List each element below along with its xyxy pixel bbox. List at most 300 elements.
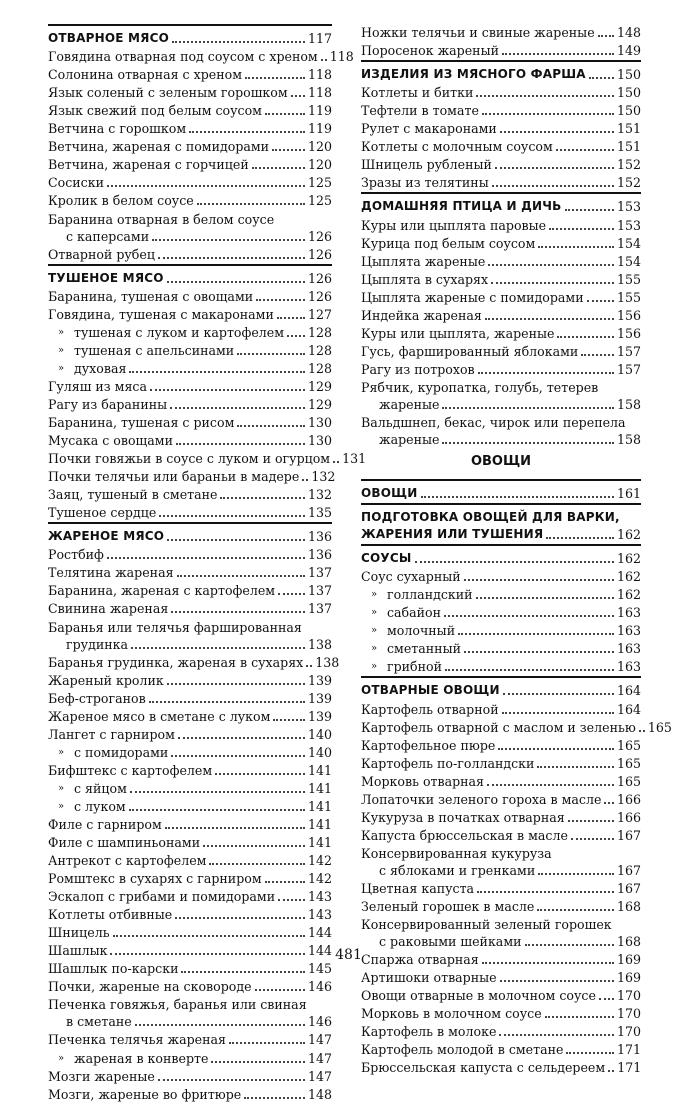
toc-entry	[361, 479, 641, 500]
toc-entry-text: сметанный	[387, 641, 461, 657]
toc-entry-text: Кролик в белом соусе	[48, 193, 194, 209]
toc-entry-text: Антрекот с картофелем	[48, 853, 207, 869]
toc-entry	[48, 885, 332, 903]
toc-heading-text: ТУШЕНОЕ МЯСО	[48, 270, 164, 285]
dot-leader	[167, 281, 305, 283]
dot-leader	[273, 719, 305, 721]
ditto-mark: »	[370, 589, 378, 601]
toc-page-number: 130	[307, 433, 332, 449]
dot-leader	[171, 611, 305, 613]
toc-page-number: 165	[616, 755, 641, 771]
toc-entry	[361, 913, 641, 931]
toc-entry	[48, 522, 332, 543]
ditto-mark: »	[370, 607, 378, 619]
toc-entry	[48, 135, 332, 153]
toc-entry-text: Рагу из баранины	[48, 396, 168, 412]
dot-leader	[177, 575, 305, 577]
toc-page-number: 162	[616, 551, 641, 567]
dot-leader	[476, 95, 614, 97]
toc-entry-text: голландский	[387, 587, 473, 603]
toc-page-number: 128	[307, 324, 332, 340]
toc-page-number: 126	[307, 270, 332, 286]
toc-entry-text: Поросенок жареный	[361, 43, 499, 59]
toc-page-number: 153	[616, 217, 641, 233]
toc-entry	[48, 669, 332, 687]
toc-entry	[361, 358, 641, 376]
toc-entry	[48, 375, 332, 393]
toc-entry-text: Баранина отварная в белом соусе	[48, 211, 275, 227]
dot-leader	[215, 773, 305, 775]
toc-entry-text: Куры или цыплята, жареные	[361, 325, 555, 341]
toc-page-number: 154	[616, 235, 641, 251]
toc-page-number: 146	[307, 979, 332, 995]
toc-entry	[48, 243, 332, 261]
toc-entry	[48, 447, 367, 467]
toc-entry	[361, 655, 641, 673]
dot-leader	[181, 971, 304, 973]
toc-entry-text: жареные	[379, 396, 440, 412]
ditto-mark: »	[57, 782, 65, 794]
toc-entry	[361, 716, 672, 735]
toc-entry	[361, 411, 641, 429]
toc-heading-text: ИЗДЕЛИЯ ИЗ МЯСНОГО ФАРША	[361, 67, 586, 82]
toc-page-number: 163	[616, 623, 641, 639]
toc-entry	[48, 849, 332, 867]
dot-leader	[487, 784, 614, 786]
toc-page-number: 144	[307, 943, 332, 959]
toc-entry-text: Шашлык	[48, 943, 108, 959]
toc-entry-text: с яблоками и гренками	[379, 862, 536, 878]
dot-leader	[502, 53, 614, 55]
toc-entry	[361, 544, 641, 565]
toc-entry	[48, 579, 332, 597]
toc-entry	[361, 734, 641, 752]
dot-leader	[482, 113, 614, 115]
toc-page-number: 169	[616, 952, 641, 968]
toc-entry	[361, 966, 641, 984]
dot-leader	[499, 1034, 614, 1036]
toc-entry-text: Спаржа отварная	[361, 952, 479, 968]
dot-leader	[556, 149, 614, 151]
toc-page-number: 126	[307, 288, 332, 304]
toc-page-number: 141	[307, 835, 332, 851]
toc-page-number: 146	[307, 1014, 332, 1030]
toc-entry	[361, 697, 641, 715]
toc-entry-text: Ромштекс в сухарях с гарниром	[48, 871, 262, 887]
toc-entry-text: грудинка	[66, 636, 128, 652]
toc-entry	[48, 81, 332, 99]
toc-page-number: 150	[616, 85, 641, 101]
toc-page-number: 166	[616, 809, 641, 825]
toc-heading-text: ОТВАРНЫЕ ОВОЩИ	[361, 683, 500, 698]
toc-page-number: 165	[616, 773, 641, 789]
toc-page-number: 171	[616, 1042, 641, 1058]
dot-leader	[170, 407, 305, 409]
toc-entry	[361, 340, 641, 358]
toc-entry-text: Цветная капуста	[361, 880, 475, 896]
toc-entry	[361, 213, 641, 231]
dot-leader	[557, 336, 613, 338]
toc-entry-text: Лангет с гарниром	[48, 726, 175, 742]
dot-leader	[495, 167, 614, 169]
section-title: ОВОЩИ	[470, 453, 532, 469]
toc-entry-text: Шашлык по-карски	[48, 961, 179, 977]
toc-entry	[361, 770, 641, 788]
toc-entry	[361, 171, 641, 189]
dot-leader	[107, 557, 305, 559]
toc-entry	[361, 895, 641, 913]
toc-entry	[48, 1065, 332, 1083]
toc-entry	[361, 286, 641, 304]
toc-entry	[361, 877, 641, 895]
toc-page-number: 131	[342, 451, 367, 467]
dot-leader	[129, 809, 305, 811]
toc-entry-text: Язык свежий под белым соусом	[48, 103, 262, 119]
toc-entry	[48, 615, 332, 633]
toc-page-number: 126	[307, 228, 332, 244]
toc-page-number: 171	[617, 1060, 642, 1076]
toc-page-number: 157	[616, 361, 641, 377]
toc-entry-text: Котлеты и битки	[361, 85, 474, 101]
toc-entry-text: Жареный кролик	[48, 672, 164, 688]
dot-leader	[538, 246, 614, 248]
dot-leader	[220, 497, 304, 499]
toc-entry	[361, 81, 641, 99]
toc-entry	[48, 741, 332, 759]
dot-leader	[604, 802, 614, 804]
dot-leader	[608, 1070, 614, 1072]
toc-entry-text: Ветчина, жареная с горчицей	[48, 157, 249, 173]
toc-page-number: 156	[616, 325, 641, 341]
dot-leader	[252, 167, 305, 169]
toc-entry-text: Беф-строганов	[48, 690, 146, 706]
toc-entry	[48, 207, 332, 225]
toc-entry-text: Цыплята жареные с помидорами	[361, 289, 584, 305]
dot-leader	[306, 665, 312, 667]
toc-entry-text: Печенка телячья жареная	[48, 1032, 226, 1048]
toc-entry	[361, 503, 641, 524]
ditto-mark: »	[370, 625, 378, 637]
toc-entry-text: Консервированная кукуруза	[361, 845, 552, 861]
toc-entry-text: Зразы из телятины	[361, 175, 489, 191]
toc-entry-text: Куры или цыплята паровые	[361, 217, 547, 233]
toc-entry-text: Мозги, жареные во фритюре	[48, 1086, 242, 1102]
ditto-mark: »	[370, 643, 378, 655]
toc-page-number: 167	[616, 880, 641, 896]
toc-entry-text: с помидорами	[74, 744, 169, 760]
toc-entry-text: Капуста брюссельская в масле	[361, 827, 568, 843]
toc-heading-text: СОУСЫ	[361, 551, 412, 566]
ditto-mark: »	[57, 326, 65, 338]
toc-page-number: 141	[307, 780, 332, 796]
toc-page-number: 144	[307, 925, 332, 941]
toc-entry	[48, 24, 332, 45]
toc-page-number: 119	[307, 103, 332, 119]
toc-entry	[361, 39, 641, 57]
toc-entry	[361, 376, 641, 394]
toc-entry	[48, 264, 332, 285]
dot-leader	[172, 41, 305, 43]
toc-entry	[361, 304, 641, 322]
toc-page-number: 143	[307, 907, 332, 923]
toc-entry	[48, 45, 354, 65]
dot-leader	[464, 579, 614, 581]
dot-leader	[150, 389, 305, 391]
toc-entry	[48, 903, 332, 921]
toc-page-number: 148	[616, 25, 641, 41]
toc-entry	[48, 634, 332, 651]
toc-page-number: 170	[616, 1006, 641, 1022]
toc-entry-text: Отварной рубец	[48, 246, 155, 262]
dot-leader	[477, 891, 614, 893]
toc-page-number: 156	[616, 307, 641, 323]
dot-leader	[229, 1042, 305, 1044]
toc-entry	[48, 99, 332, 117]
toc-entry-text: Баранья или телячья фаршированная	[48, 619, 302, 635]
dot-leader	[165, 827, 305, 829]
dot-leader	[488, 264, 614, 266]
toc-page-number: 137	[307, 601, 332, 617]
ditto-mark: »	[57, 362, 65, 374]
toc-entry-text: Баранья грудинка, жареная в сухарях	[48, 654, 304, 670]
dot-leader	[491, 282, 614, 284]
dot-leader	[302, 479, 308, 481]
toc-page-number: 141	[307, 816, 332, 832]
toc-entry-text: Картофель в молоке	[361, 1024, 497, 1040]
toc-page-number: 120	[307, 157, 332, 173]
toc-entry	[48, 189, 332, 207]
toc-page-number: 152	[616, 175, 641, 191]
dot-leader	[175, 917, 305, 919]
toc-entry-text: с раковыми шейками	[379, 934, 522, 950]
dot-leader	[442, 407, 613, 409]
toc-page-number: 163	[616, 659, 641, 675]
toc-entry	[48, 813, 332, 831]
toc-entry	[48, 705, 332, 723]
dot-leader	[502, 712, 614, 714]
toc-page-number: 142	[307, 871, 332, 887]
dot-leader	[444, 615, 614, 617]
toc-entry	[361, 1056, 641, 1074]
toc-entry	[361, 676, 641, 697]
toc-page-number: 169	[616, 970, 641, 986]
toc-page-number: 119	[307, 121, 332, 137]
dot-leader	[464, 651, 614, 653]
toc-entry-text: Рябчик, куропатка, голубь, тетерев	[361, 379, 599, 395]
toc-page-number: 166	[616, 791, 641, 807]
toc-page-number: 158	[616, 396, 641, 412]
toc-page-number: 167	[616, 862, 641, 878]
dot-leader	[135, 1024, 305, 1026]
toc-page-number: 141	[307, 798, 332, 814]
dot-leader	[237, 353, 305, 355]
toc-entry	[48, 465, 336, 485]
toc-entry	[48, 975, 332, 993]
toc-page-number: 138	[315, 654, 340, 670]
page-number: 481	[335, 947, 362, 963]
toc-entry	[48, 795, 332, 813]
dot-leader	[589, 77, 614, 79]
toc-entry-text: Жареное мясо в сметане с луком	[48, 708, 271, 724]
toc-entry-text: Мозги жареные	[48, 1068, 155, 1084]
toc-entry	[48, 117, 332, 135]
toc-page-number: 168	[616, 898, 641, 914]
toc-entry-text: Филе с шампиньонами	[48, 835, 201, 851]
toc-entry-text: Консервированный зеленый горошек	[361, 917, 612, 933]
toc-entry-text: Солонина отварная с хреном	[48, 67, 242, 83]
dot-leader	[178, 737, 305, 739]
toc-heading-text: ПОДГОТОВКА ОВОЩЕЙ ДЛЯ ВАРКИ,	[361, 510, 620, 525]
toc-entry	[48, 153, 332, 171]
dot-leader	[159, 515, 305, 517]
toc-page-number: 137	[307, 565, 332, 581]
toc-entry-text: тушеная с луком и картофелем	[74, 324, 285, 340]
toc-entry-text: Рулет с макаронами	[361, 121, 497, 137]
dot-leader	[265, 881, 305, 883]
toc-entry	[48, 759, 332, 777]
dot-leader	[113, 935, 305, 937]
toc-entry-text: Свинина жареная	[48, 601, 169, 617]
toc-entry-text: Почки, жареные на сковороде	[48, 979, 252, 995]
dot-leader	[476, 597, 614, 599]
toc-entry-text: Мусака с овощами	[48, 433, 173, 449]
toc-entry	[48, 171, 332, 189]
toc-entry-text: Телятина жареная	[48, 565, 174, 581]
toc-page-number: 139	[307, 690, 332, 706]
toc-page-number: 126	[307, 246, 332, 262]
toc-entry	[361, 565, 641, 583]
toc-entry-text: с яйцом	[74, 780, 127, 796]
toc-entry	[48, 993, 332, 1011]
ditto-mark: »	[57, 800, 65, 812]
toc-entry	[48, 429, 332, 447]
toc-entry	[48, 1011, 332, 1028]
toc-entry	[361, 583, 641, 601]
toc-entry-text: грибной	[387, 659, 443, 675]
dot-leader	[167, 683, 305, 685]
dot-leader	[498, 748, 614, 750]
dot-leader	[500, 131, 614, 133]
toc-entry-text: духовая	[74, 360, 127, 376]
toc-page-number: 120	[307, 139, 332, 155]
dot-leader	[503, 693, 614, 695]
toc-page-number: 155	[616, 289, 641, 305]
toc-entry-text: Морковь отварная	[361, 773, 484, 789]
dot-leader	[568, 820, 614, 822]
toc-page-number: 118	[329, 49, 354, 65]
toc-page-number: 142	[307, 853, 332, 869]
dot-leader	[211, 1061, 305, 1063]
toc-page-number: 151	[616, 121, 641, 137]
dot-leader	[537, 909, 614, 911]
toc-page-number: 162	[616, 569, 641, 585]
toc-entry-text: Сосиски	[48, 175, 104, 191]
toc-entry-text: Говядина, тушеная с макаронами	[48, 306, 274, 322]
dot-leader	[500, 980, 614, 982]
toc-entry-text: Морковь в молочном соусе	[361, 1006, 542, 1022]
toc-entry	[361, 524, 641, 541]
toc-entry-text: Котлеты с молочным соусом	[361, 139, 553, 155]
toc-page-number: 151	[616, 139, 641, 155]
dot-leader	[549, 228, 614, 230]
toc-entry-text: сабайон	[387, 605, 442, 621]
toc-entry-text: Индейка жареная	[361, 307, 482, 323]
dot-leader	[581, 354, 614, 356]
toc-page-number: 164	[616, 701, 641, 717]
toc-entry-text: Брюссельская капуста с сельдереем	[361, 1060, 606, 1076]
toc-entry-text: Котлеты отбивные	[48, 907, 173, 923]
toc-page-number: 155	[616, 271, 641, 287]
toc-page-number: 163	[616, 605, 641, 621]
toc-entry-text: Тушеное сердце	[48, 505, 157, 521]
toc-entry	[361, 752, 641, 770]
toc-page-number: 147	[307, 1032, 332, 1048]
toc-entry	[361, 637, 641, 655]
toc-page-number: 138	[307, 636, 332, 652]
toc-entry	[48, 285, 332, 303]
dot-leader	[237, 425, 305, 427]
toc-entry-text: Вальдшнеп, бекас, чирок или перепела	[361, 414, 626, 430]
dot-leader	[525, 944, 614, 946]
toc-entry	[361, 135, 641, 153]
toc-entry-text: Овощи отварные в молочном соусе	[361, 988, 596, 1004]
toc-entry	[361, 806, 641, 824]
toc-page-number: 140	[307, 726, 332, 742]
toc-page-number: 150	[616, 103, 641, 119]
toc-entry	[361, 60, 641, 81]
toc-entry	[48, 543, 332, 561]
toc-entry-text: Язык соленый с зеленым горошком	[48, 85, 288, 101]
toc-page-number: 170	[616, 1024, 641, 1040]
dot-leader	[415, 561, 614, 563]
toc-page-number: 149	[616, 43, 641, 59]
ditto-mark: »	[370, 661, 378, 673]
toc-page-number: 117	[307, 31, 332, 47]
toc-page-number: 158	[616, 431, 641, 447]
toc-page-number: 132	[311, 469, 336, 485]
toc-entry-text: Ножки телячьи и свиные жареные	[361, 25, 595, 41]
toc-page-number: 129	[307, 378, 332, 394]
dot-leader	[203, 845, 305, 847]
dot-leader	[265, 113, 305, 115]
toc-entry-text: Соус сухарный	[361, 569, 461, 585]
toc-entry	[48, 411, 332, 429]
dot-leader	[291, 95, 305, 97]
toc-entry-text: Заяц, тушеный в сметане	[48, 487, 218, 503]
toc-page-number: 150	[616, 67, 641, 83]
dot-leader	[546, 537, 614, 539]
toc-entry	[48, 867, 332, 885]
toc-page-number: 136	[307, 529, 332, 545]
toc-entry-text: жареная в конверте	[74, 1050, 209, 1066]
dot-leader	[485, 318, 614, 320]
dot-leader	[538, 873, 614, 875]
toc-page-number: 129	[307, 396, 332, 412]
dot-leader	[492, 185, 614, 187]
toc-entry-text: Ветчина с горошком	[48, 121, 187, 137]
dot-leader	[256, 299, 305, 301]
dot-leader	[197, 203, 305, 205]
toc-entry	[48, 339, 332, 357]
toc-entry	[361, 268, 641, 286]
toc-entry	[48, 483, 332, 501]
toc-page-number: 135	[307, 505, 332, 521]
toc-entry-text: Картофельное пюре	[361, 737, 496, 753]
toc-entry-text: Баранина, тушеная с рисом	[48, 414, 235, 430]
dot-leader	[189, 131, 305, 133]
toc-page-number: 136	[307, 547, 332, 563]
toc-entry-text: Эскалоп с грибами и помидорами	[48, 889, 276, 905]
